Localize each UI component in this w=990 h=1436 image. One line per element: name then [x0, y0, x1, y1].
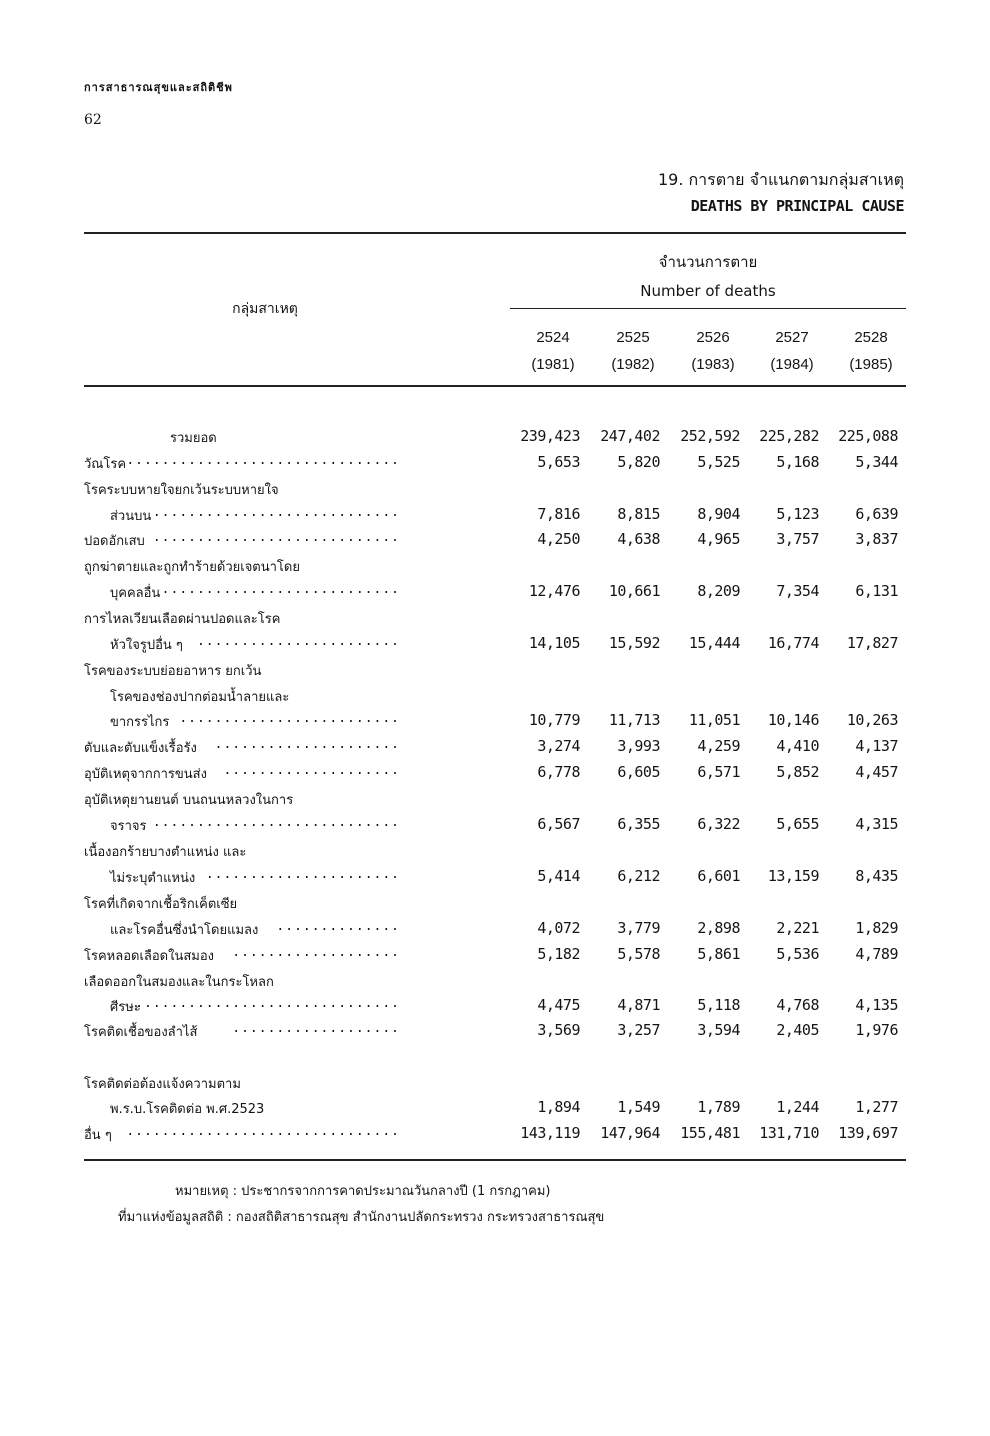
death-count: 17,827	[846, 634, 898, 652]
death-count: 5,820	[617, 453, 660, 471]
death-count: 3,837	[855, 530, 898, 548]
year-ce: (1982)	[611, 356, 655, 373]
number-header-thai: จำนวนการตาย	[658, 253, 758, 271]
table-row	[84, 789, 906, 811]
number-header-english: Number of deaths	[640, 282, 776, 300]
bottom-rule	[84, 1159, 906, 1161]
table-row	[84, 582, 906, 604]
death-count: 1,976	[855, 1021, 898, 1039]
cause-label: โรคหลอดเลือดในสมอง	[84, 949, 214, 964]
death-count: 4,072	[537, 919, 580, 937]
death-count: 3,993	[617, 737, 660, 755]
table-row	[84, 1124, 906, 1146]
table-row	[84, 530, 906, 552]
death-count: 5,182	[537, 945, 580, 963]
table-row	[84, 737, 906, 759]
table-row	[84, 1098, 906, 1120]
death-count: 5,525	[697, 453, 740, 471]
footnote-note: หมายเหตุ : ประชากรจากการคาดประมาณวันกลางปี (1 กรกฎาคม)	[175, 1184, 551, 1199]
cause-label: ศีรษะ	[110, 1000, 141, 1015]
cause-label: อื่น ๆ	[84, 1128, 112, 1143]
death-count: 225,282	[759, 427, 819, 445]
year-ce: (1985)	[849, 356, 893, 373]
table-title	[658, 168, 904, 215]
cause-label: โรคของระบบย่อยอาหาร ยกเว้น	[84, 664, 262, 679]
year-be: 2526	[696, 329, 730, 346]
death-count: 10,263	[846, 711, 898, 729]
year-be: 2525	[616, 329, 650, 346]
death-count: 15,444	[688, 634, 740, 652]
cause-label: และโรคอื่นซึ่งนำโดยแมลง	[110, 923, 259, 938]
death-count: 147,964	[600, 1124, 660, 1142]
death-count: 5,655	[776, 815, 819, 833]
cause-label: ขากรรไกร	[110, 715, 170, 730]
cause-label: บุคคลอื่น	[110, 586, 161, 601]
death-count: 1,244	[776, 1098, 819, 1116]
leader-dots: .......................	[196, 634, 400, 649]
header-rule	[84, 385, 906, 387]
year-header	[836, 324, 906, 378]
death-count: 3,569	[537, 1021, 580, 1039]
death-count: 5,578	[617, 945, 660, 963]
table-row	[84, 893, 906, 915]
death-count: 5,123	[776, 505, 819, 523]
cause-label: ส่วนบน	[110, 509, 152, 524]
cause-label: ปอดอักเสบ	[84, 534, 145, 549]
leader-dots: ............................	[152, 505, 400, 520]
cause-label: รวมยอด	[170, 431, 217, 446]
death-count: 3,274	[537, 737, 580, 755]
leader-dots: ......................	[205, 867, 400, 882]
year-be: 2528	[854, 329, 888, 346]
death-count: 6,601	[697, 867, 740, 885]
leader-dots: ...................	[232, 1021, 400, 1036]
cause-label: หัวใจรูปอื่น ๆ	[110, 638, 183, 653]
cause-label: อุบัติเหตุจากการขนส่ง	[84, 767, 207, 782]
total-row	[84, 427, 906, 449]
table-row	[84, 1073, 906, 1095]
death-count: 6,355	[617, 815, 660, 833]
year-header	[678, 324, 748, 378]
death-count: 8,904	[697, 505, 740, 523]
table-row	[84, 505, 906, 527]
death-count: 16,774	[767, 634, 819, 652]
leader-dots: ...........................	[161, 582, 400, 597]
year-header	[757, 324, 827, 378]
death-count: 5,414	[537, 867, 580, 885]
year-header	[598, 324, 668, 378]
death-count: 8,435	[855, 867, 898, 885]
running-head: การสาธารณสุขและสถิติชีพ	[84, 81, 233, 94]
death-count: 6,322	[697, 815, 740, 833]
cause-label: โรคติดต่อต้องแจ้งความตาม	[84, 1077, 241, 1092]
death-count: 6,567	[537, 815, 580, 833]
death-count: 4,410	[776, 737, 819, 755]
death-count: 6,605	[617, 763, 660, 781]
year-ce: (1984)	[770, 356, 814, 373]
leader-dots: ..............	[276, 919, 400, 934]
table-row	[84, 479, 906, 501]
death-count: 225,088	[838, 427, 898, 445]
death-count: 4,135	[855, 996, 898, 1014]
year-ce: (1983)	[691, 356, 735, 373]
death-count: 143,119	[520, 1124, 580, 1142]
table-row	[84, 556, 906, 578]
leader-dots: ..............................	[135, 996, 400, 1011]
cause-label: พ.ร.บ.โรคติดต่อ พ.ศ.2523	[110, 1102, 265, 1117]
death-count: 131,710	[759, 1124, 819, 1142]
death-count: 7,816	[537, 505, 580, 523]
death-count: 4,965	[697, 530, 740, 548]
death-count: 4,259	[697, 737, 740, 755]
death-count: 10,779	[528, 711, 580, 729]
cause-label: จราจร	[110, 819, 147, 834]
death-count: 6,778	[537, 763, 580, 781]
leader-dots: ...............................	[126, 453, 400, 468]
death-count: 4,250	[537, 530, 580, 548]
cause-label: วัณโรค	[84, 457, 127, 472]
death-count: 139,697	[838, 1124, 898, 1142]
table-row	[84, 971, 906, 993]
death-count: 4,457	[855, 763, 898, 781]
death-count: 155,481	[680, 1124, 740, 1142]
leader-dots: ...................	[232, 945, 400, 960]
death-count: 5,852	[776, 763, 819, 781]
cause-label: ตับและตับแข็งเรื้อรัง	[84, 741, 197, 756]
death-count: 1,277	[855, 1098, 898, 1116]
death-count: 13,159	[767, 867, 819, 885]
leader-dots: ............................	[152, 530, 400, 545]
death-count: 2,405	[776, 1021, 819, 1039]
death-count: 5,653	[537, 453, 580, 471]
death-count: 10,661	[608, 582, 660, 600]
table-row	[84, 686, 906, 708]
cause-label: โรคระบบหายใจยกเว้นระบบหายใจ	[84, 483, 279, 498]
year-be: 2524	[536, 329, 570, 346]
page-number: 62	[84, 112, 102, 128]
death-count: 11,713	[608, 711, 660, 729]
death-count: 3,257	[617, 1021, 660, 1039]
death-count: 1,789	[697, 1098, 740, 1116]
death-count: 8,209	[697, 582, 740, 600]
death-count: 4,137	[855, 737, 898, 755]
death-count: 4,789	[855, 945, 898, 963]
header-subrule	[510, 308, 906, 309]
death-count: 247,402	[600, 427, 660, 445]
year-header	[518, 324, 588, 378]
cause-label: โรคที่เกิดจากเชื้อริกเค็ตเซีย	[84, 897, 238, 912]
death-count: 5,168	[776, 453, 819, 471]
year-be: 2527	[775, 329, 809, 346]
top-rule	[84, 232, 906, 234]
death-count: 4,768	[776, 996, 819, 1014]
death-count: 2,221	[776, 919, 819, 937]
leader-dots: .........................	[179, 711, 400, 726]
death-count: 1,829	[855, 919, 898, 937]
cause-label: ถูกฆ่าตายและถูกทำร้ายด้วยเจตนาโดย	[84, 560, 300, 575]
table-row	[84, 763, 906, 785]
number-of-deaths-header	[510, 248, 906, 306]
death-count: 3,594	[697, 1021, 740, 1039]
death-count: 4,638	[617, 530, 660, 548]
death-count: 252,592	[680, 427, 740, 445]
cause-label: เลือดออกในสมองและในกระโหลก	[84, 975, 274, 990]
death-count: 7,354	[776, 582, 819, 600]
leader-dots: .....................	[214, 737, 400, 752]
table-row	[84, 608, 906, 630]
death-count: 5,344	[855, 453, 898, 471]
cause-label: อุบัติเหตุยานยนต์ บนถนนหลวงในการ	[84, 793, 294, 808]
death-count: 14,105	[528, 634, 580, 652]
death-count: 15,592	[608, 634, 660, 652]
year-ce: (1981)	[531, 356, 575, 373]
death-count: 3,779	[617, 919, 660, 937]
table-row	[84, 919, 906, 941]
cause-label: ไม่ระบุตำแหน่ง	[110, 871, 196, 886]
death-count: 5,118	[697, 996, 740, 1014]
death-count: 6,212	[617, 867, 660, 885]
table-row	[84, 1021, 906, 1043]
table-row	[84, 711, 906, 733]
death-count: 5,536	[776, 945, 819, 963]
death-count: 4,871	[617, 996, 660, 1014]
cause-label: เนื้องอกร้ายบางตำแหน่ง และ	[84, 845, 247, 860]
title-english: DEATHS BY PRINCIPAL CAUSE	[690, 197, 904, 215]
leader-dots: ....................	[223, 763, 400, 778]
cause-column-header: กลุ่มสาเหตุ	[232, 301, 298, 317]
table-row	[84, 453, 906, 475]
death-count: 1,549	[617, 1098, 660, 1116]
death-count: 5,861	[697, 945, 740, 963]
cause-label: โรคติดเชื้อของลำไส้	[84, 1025, 198, 1040]
death-count: 10,146	[767, 711, 819, 729]
death-count: 4,315	[855, 815, 898, 833]
cause-label: โรคของช่องปากต่อมน้ำลายและ	[110, 690, 290, 705]
title-thai: 19. การตาย จำแนกตามกลุ่มสาเหตุ	[657, 170, 904, 189]
death-count: 3,757	[776, 530, 819, 548]
table-row	[84, 815, 906, 837]
table-row	[84, 945, 906, 967]
death-count: 6,639	[855, 505, 898, 523]
table-row	[84, 996, 906, 1018]
table-row	[84, 867, 906, 889]
death-count: 11,051	[688, 711, 740, 729]
footnote-source: ที่มาแห่งข้อมูลสถิติ : กองสถิติสาธารณสุข สำนักงานปลัดกระทรวง กระทรวงสาธารณสุข	[118, 1210, 605, 1225]
table-row	[84, 634, 906, 656]
death-count: 12,476	[528, 582, 580, 600]
leader-dots: ...............................	[126, 1124, 400, 1139]
leader-dots: ............................	[152, 815, 400, 830]
table-row	[84, 841, 906, 863]
cause-label: การไหลเวียนเลือดผ่านปอดและโรค	[84, 612, 281, 627]
death-count: 8,815	[617, 505, 660, 523]
death-count: 6,571	[697, 763, 740, 781]
death-count: 4,475	[537, 996, 580, 1014]
table-row	[84, 660, 906, 682]
death-count: 1,894	[537, 1098, 580, 1116]
death-count: 2,898	[697, 919, 740, 937]
death-count: 6,131	[855, 582, 898, 600]
death-count: 239,423	[520, 427, 580, 445]
